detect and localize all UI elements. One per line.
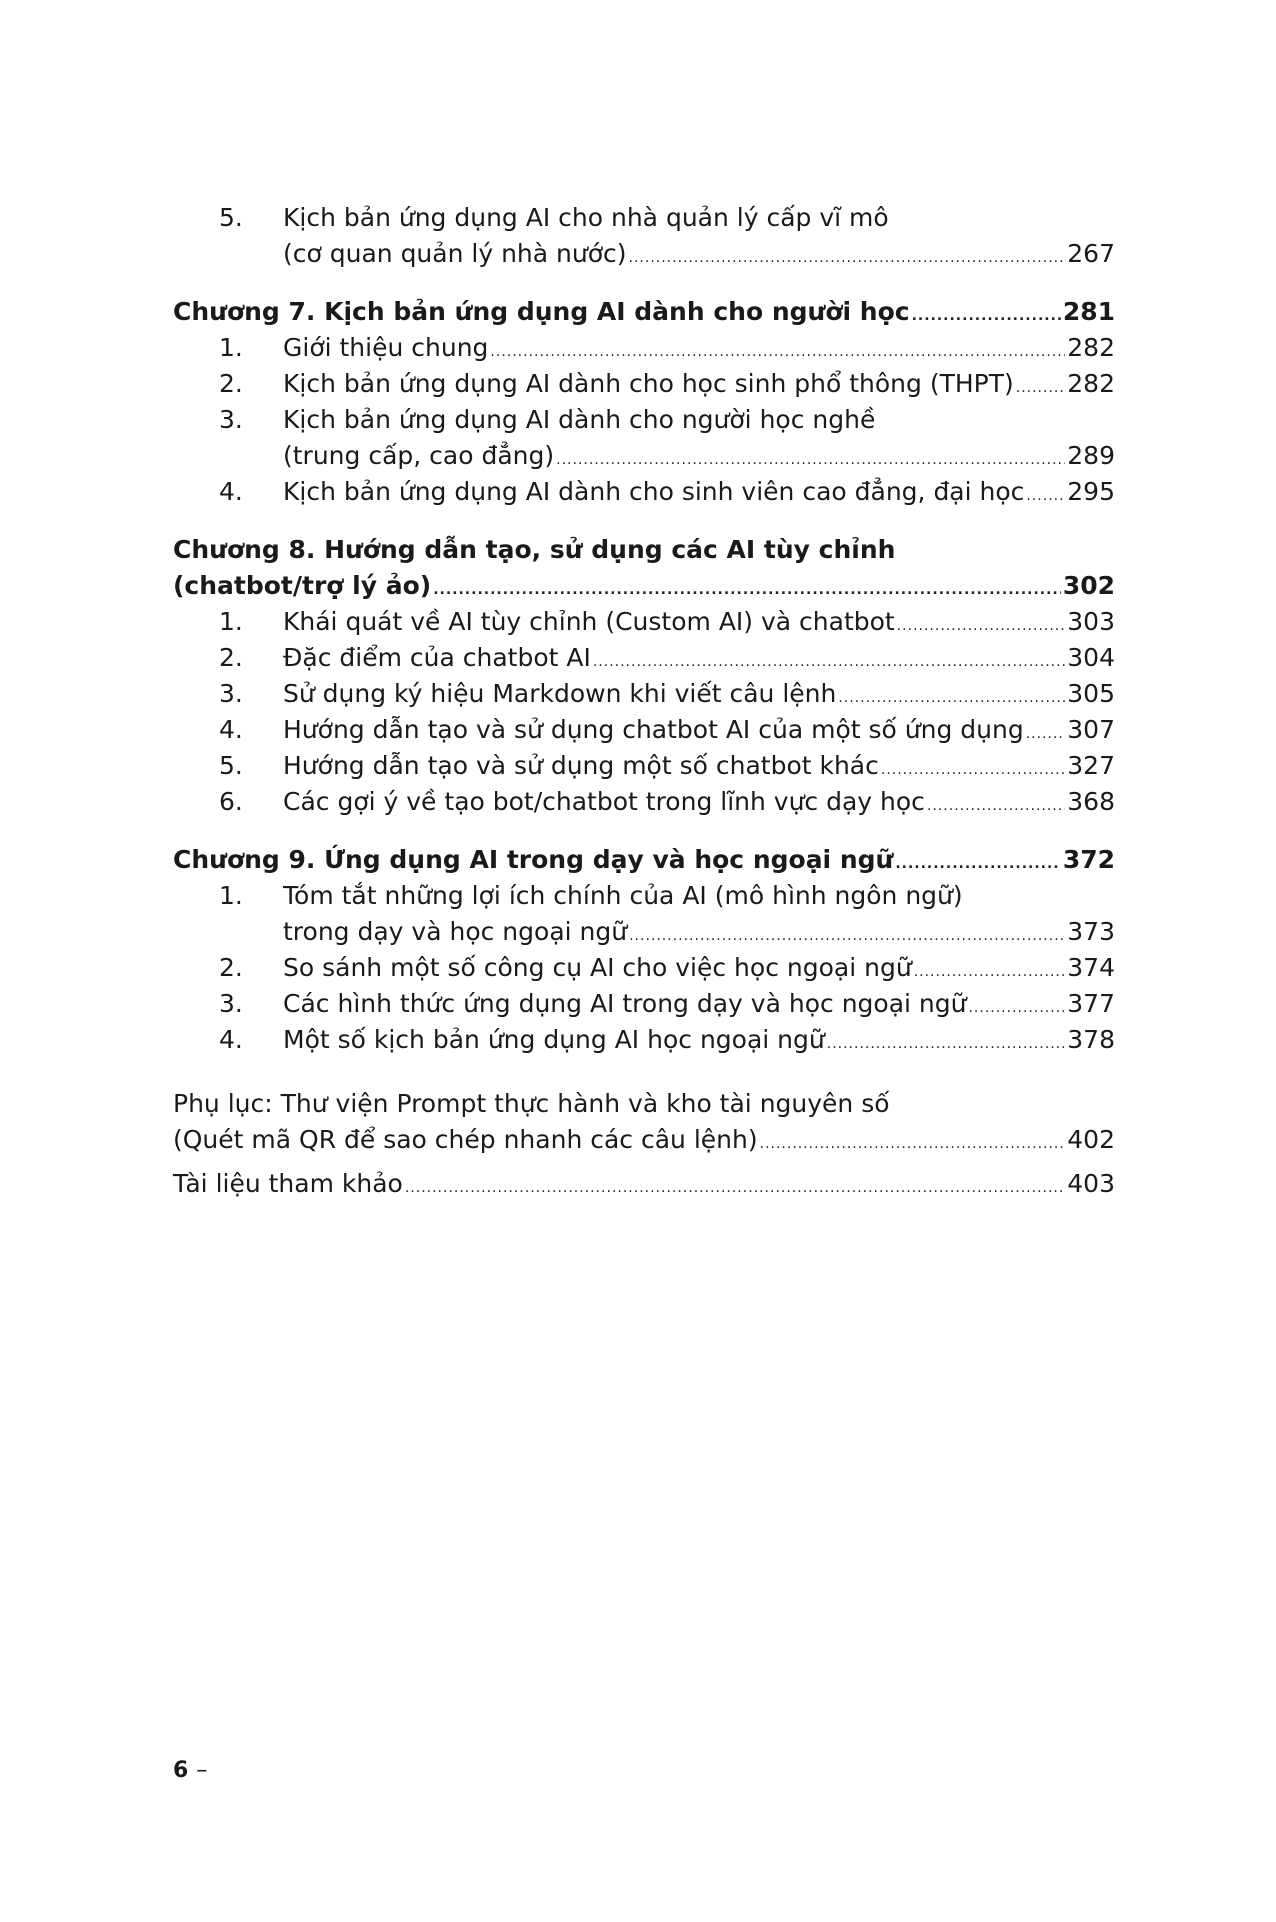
entry-title: Giới thiệu chung [283, 333, 489, 362]
appendix-entry-continuation[interactable] [173, 1122, 1115, 1158]
entry-number: 3. [219, 989, 243, 1018]
entry-page: 267 [1067, 239, 1115, 268]
entry-title: Các gợi ý về tạo bot/chatbot trong lĩnh vực dạy học [283, 787, 925, 816]
references-title: Tài liệu tham khảo [173, 1169, 403, 1198]
leader-dots [838, 680, 1065, 716]
toc-entry[interactable] [173, 712, 1115, 748]
entry-page: 289 [1067, 441, 1115, 470]
entry-title: Các hình thức ứng dụng AI trong dạy và học ngoại ngữ [283, 989, 967, 1018]
leader-dots [556, 442, 1065, 478]
appendix-title: Phụ lục: Thư viện Prompt thực hành và kho tài nguyên số [173, 1089, 890, 1118]
toc-entry[interactable] [173, 748, 1115, 784]
entry-page: 377 [1067, 989, 1115, 1018]
chapter-title: Chương 8. Hướng dẫn tạo, sử dụng các AI tùy chỉnh [173, 535, 896, 564]
entry-title: Sử dụng ký hiệu Markdown khi viết câu lệnh [283, 679, 837, 708]
leader-dots [490, 334, 1065, 370]
toc-entry[interactable] [173, 986, 1115, 1022]
chapter-page: 372 [1062, 845, 1115, 874]
appendix-entry[interactable] [173, 1086, 1115, 1122]
leader-dots [881, 752, 1065, 788]
leader-dots [1026, 716, 1066, 752]
entry-page: 295 [1067, 477, 1115, 506]
toc-entry[interactable] [173, 878, 1115, 914]
toc-entry-continuation[interactable] [173, 914, 1115, 950]
entry-title: Kịch bản ứng dụng AI dành cho học sinh phổ thông (THPT) [283, 369, 1014, 398]
entry-page: 303 [1067, 607, 1115, 636]
page-footer [173, 1758, 207, 1783]
references-page: 403 [1067, 1169, 1115, 1198]
toc-entry[interactable] [173, 604, 1115, 640]
entry-page: 378 [1067, 1025, 1115, 1054]
entry-number: 3. [219, 405, 243, 434]
table-of-contents [173, 200, 1115, 1202]
entry-title-cont: trong dạy và học ngoại ngữ [283, 917, 628, 946]
toc-entry[interactable] [173, 474, 1115, 510]
entry-page: 373 [1067, 917, 1115, 946]
chapter-heading[interactable] [173, 842, 1115, 878]
entry-title: Khái quát về AI tùy chỉnh (Custom AI) và chatbot [283, 607, 895, 636]
chapter-title-cont: (chatbot/trợ lý ảo) [173, 571, 432, 600]
entry-title: So sánh một số công cụ AI cho việc học ngoại ngữ [283, 953, 912, 982]
leader-dots [895, 846, 1060, 882]
entry-page: 282 [1067, 333, 1115, 362]
toc-entry[interactable] [173, 200, 1115, 236]
entry-page: 305 [1067, 679, 1115, 708]
chapter-title: Chương 7. Kịch bản ứng dụng AI dành cho người học [173, 297, 910, 326]
entry-title: Một số kịch bản ứng dụng AI học ngoại ngữ [283, 1025, 825, 1054]
leader-dots [629, 240, 1066, 276]
entry-page: 304 [1067, 643, 1115, 672]
entry-title: Hướng dẫn tạo và sử dụng chatbot AI của một số ứng dụng [283, 715, 1024, 744]
entry-number: 6. [219, 787, 243, 816]
entry-title: Tóm tắt những lợi ích chính của AI (mô hình ngôn ngữ) [283, 881, 963, 910]
leader-dots [593, 644, 1065, 680]
toc-entry[interactable] [173, 676, 1115, 712]
leader-dots [914, 954, 1066, 990]
references-entry[interactable] [173, 1166, 1115, 1202]
chapter-title: Chương 9. Ứng dụng AI trong dạy và học ngoại ngữ [173, 845, 894, 874]
leader-dots [897, 608, 1066, 644]
entry-page: 368 [1067, 787, 1115, 816]
entry-title: Kịch bản ứng dụng AI cho nhà quản lý cấp vĩ mô [283, 203, 889, 232]
entry-number: 2. [219, 643, 243, 672]
chapter-page: 281 [1062, 297, 1115, 326]
toc-entry[interactable] [173, 784, 1115, 820]
page-number: 6 [173, 1758, 189, 1783]
entry-number: 1. [219, 881, 243, 910]
leader-dots [1026, 478, 1065, 514]
entry-title: Kịch bản ứng dụng AI dành cho người học nghề [283, 405, 876, 434]
leader-dots [968, 990, 1065, 1026]
appendix-page: 402 [1067, 1125, 1115, 1154]
entry-title: Kịch bản ứng dụng AI dành cho sinh viên cao đẳng, đại học [283, 477, 1025, 506]
entry-page: 307 [1067, 715, 1115, 744]
leader-dots [827, 1026, 1066, 1062]
toc-entry[interactable] [173, 402, 1115, 438]
toc-entry[interactable] [173, 1022, 1115, 1058]
entry-number: 4. [219, 715, 243, 744]
entry-number: 4. [219, 1025, 243, 1054]
entry-title: Đặc điểm của chatbot AI [283, 643, 591, 672]
toc-entry-continuation[interactable] [173, 236, 1115, 272]
entry-number: 4. [219, 477, 243, 506]
footer-dash: – [196, 1758, 208, 1783]
chapter-page: 302 [1062, 571, 1115, 600]
appendix-title-cont: (Quét mã QR để sao chép nhanh các câu lệnh) [173, 1125, 758, 1154]
entry-page: 327 [1067, 751, 1115, 780]
leader-dots [1016, 370, 1066, 406]
entry-title-cont: (cơ quan quản lý nhà nước) [283, 239, 627, 268]
entry-number: 1. [219, 607, 243, 636]
entry-number: 2. [219, 953, 243, 982]
entry-number: 1. [219, 333, 243, 362]
toc-entry[interactable] [173, 640, 1115, 676]
chapter-heading[interactable] [173, 532, 1115, 568]
leader-dots [760, 1126, 1066, 1162]
entry-page: 374 [1067, 953, 1115, 982]
toc-entry[interactable] [173, 330, 1115, 366]
leader-dots [433, 572, 1061, 608]
entry-number: 5. [219, 203, 243, 232]
leader-dots [405, 1170, 1065, 1206]
entry-page: 282 [1067, 369, 1115, 398]
chapter-heading[interactable] [173, 294, 1115, 330]
leader-dots [927, 788, 1065, 824]
leader-dots [629, 918, 1065, 954]
chapter-heading-continuation[interactable] [173, 568, 1115, 604]
entry-title: Hướng dẫn tạo và sử dụng một số chatbot khác [283, 751, 879, 780]
entry-number: 2. [219, 369, 243, 398]
leader-dots [912, 298, 1061, 334]
toc-entry-continuation[interactable] [173, 438, 1115, 474]
entry-title-cont: (trung cấp, cao đẳng) [283, 441, 555, 470]
toc-entry[interactable] [173, 366, 1115, 402]
toc-entry[interactable] [173, 950, 1115, 986]
entry-number: 5. [219, 751, 243, 780]
entry-number: 3. [219, 679, 243, 708]
